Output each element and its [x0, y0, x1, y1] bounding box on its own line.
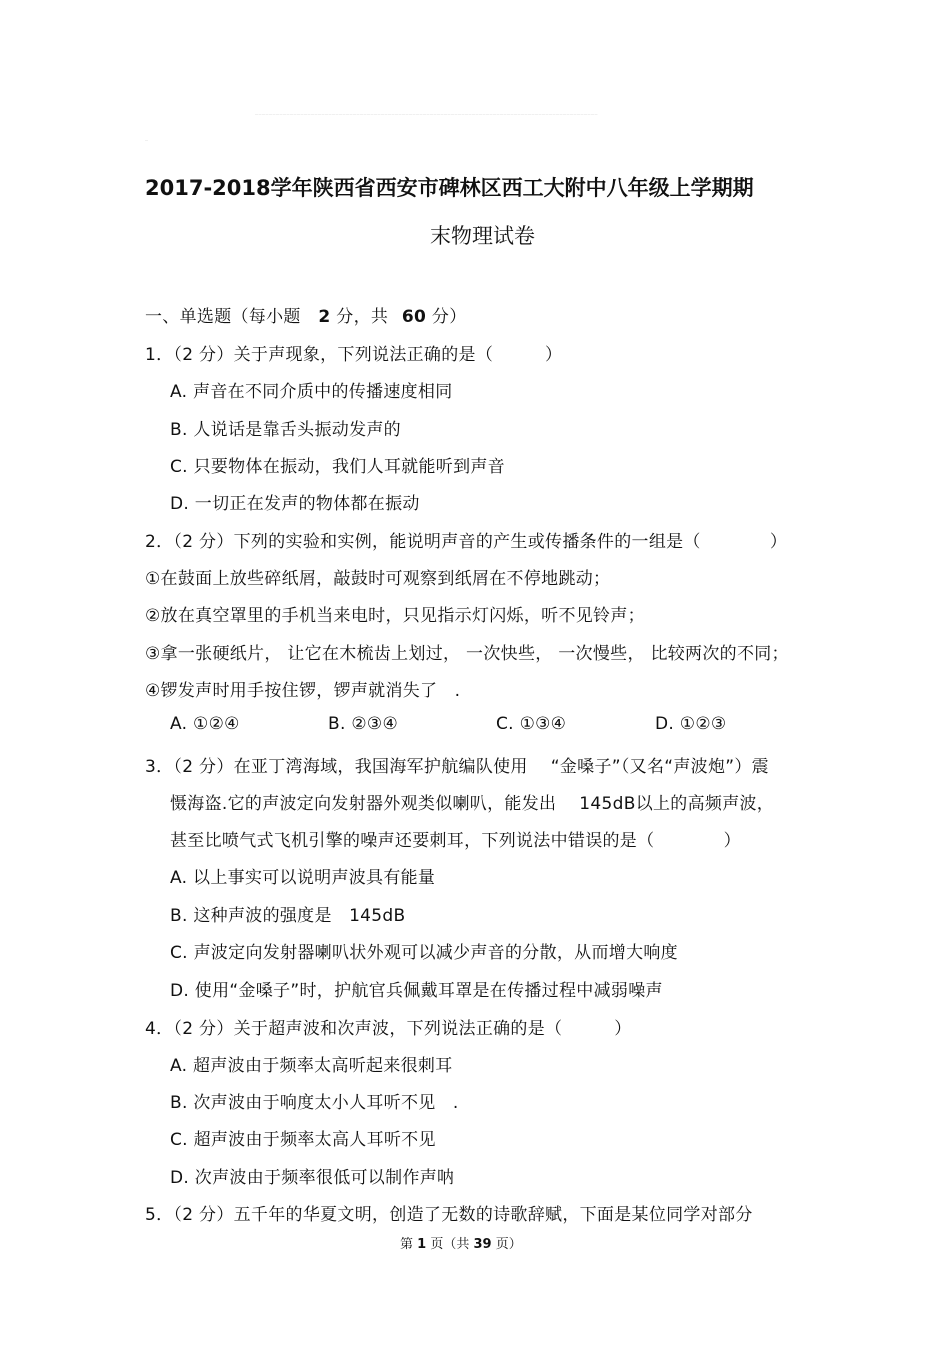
statement-2: ②放在真空罩里的手机当来电时，只见指示灯闪烁，听不见铃声；	[145, 606, 645, 626]
option-d: D. 使用“金嗓子”时，护航官兵佩戴耳罩是在传播过程中减弱噪声	[170, 981, 663, 1001]
section-label-suffix: 分）	[431, 307, 467, 327]
footer-prefix: 第	[400, 1237, 414, 1252]
question-stem: 2．（2 分）下列的实验和实例，能说明声音的产生或传播条件的一组是（ ）	[145, 532, 788, 552]
option-c: C. 只要物体在振动，我们人耳就能听到声音	[170, 457, 505, 477]
statement-3: ③拿一张硬纸片， 让它在木梳齿上划过， 一次快些， 一次慢些， 比较两次的不同；	[145, 644, 789, 664]
question-stem-continued: 慑海盗.它的声波定向发射器外观类似喇叭，能发出 145dB以上的高频声波，	[170, 794, 775, 814]
section-points-total: 60	[401, 307, 427, 327]
header-fine-print-line: …	[145, 138, 149, 142]
page-footer	[400, 1233, 522, 1252]
option-b: B. 这种声波的强度是 145dB	[170, 906, 406, 926]
option-c: C. ①③④	[496, 714, 567, 734]
option-b: B. ②③④	[328, 714, 398, 734]
footer-total-pages: 39	[473, 1237, 492, 1252]
option-b: B. 次声波由于响度太小人耳听不见 .	[170, 1093, 459, 1113]
page-title: 2017-2018学年陕西省西安市碑林区西工大附中八年级上学期期	[145, 176, 754, 200]
question-stem: 1．（2 分）关于声现象，下列说法正确的是（ ）	[145, 345, 563, 365]
section-points-each: 2	[318, 307, 331, 327]
option-c: C. 声波定向发射器喇叭状外观可以减少声音的分散，从而增大响度	[170, 943, 678, 963]
section-label-prefix: 一、单选题（每小题	[145, 307, 301, 327]
option-d: D. ①②③	[655, 714, 727, 734]
option-d: D. 一切正在发声的物体都在振动	[170, 494, 420, 514]
option-a: A. 声音在不同介质中的传播速度相同	[170, 382, 453, 402]
footer-suffix: 页）	[495, 1237, 522, 1252]
question-stem: 3．（2 分）在亚丁湾海域，我国海军护航编队使用 “金嗓子”（又名“声波炮”）震	[145, 757, 769, 777]
option-a: A. ①②④	[170, 714, 240, 734]
option-a: A. 以上事实可以说明声波具有能量	[170, 868, 436, 888]
option-c: C. 超声波由于频率太高人耳听不见	[170, 1130, 436, 1150]
statement-4: ④锣发声时用手按住锣，锣声就消失了 .	[145, 681, 461, 701]
footer-mid: 页（共	[430, 1237, 470, 1252]
section-heading	[145, 302, 467, 327]
option-a: A. 超声波由于频率太高听起来很刺耳	[170, 1056, 453, 1076]
option-d: D. 次声波由于频率很低可以制作声呐	[170, 1168, 455, 1188]
question-stem-continued: 甚至比喷气式飞机引擎的噪声还要刺耳，下列说法中错误的是（ ）	[170, 831, 741, 851]
header-fine-print-line: ……………………………………………………………………………………………………………………………………………………………………………………………………………………………………………………………………	[255, 112, 598, 116]
option-b: B. 人说话是靠舌头振动发声的	[170, 420, 401, 440]
section-label-mid: 分，共	[336, 307, 389, 327]
question-stem: 5．（2 分）五千年的华夏文明，创造了无数的诗歌辞赋，下面是某位同学对部分	[145, 1205, 753, 1225]
statement-1: ①在鼓面上放些碎纸屑，敲鼓时可观察到纸屑在不停地跳动；	[145, 569, 611, 589]
footer-page-number: 1	[417, 1237, 427, 1252]
page-title-line2: 末物理试卷	[430, 224, 535, 248]
question-stem: 4．（2 分）关于超声波和次声波，下列说法正确的是（ ）	[145, 1019, 632, 1039]
